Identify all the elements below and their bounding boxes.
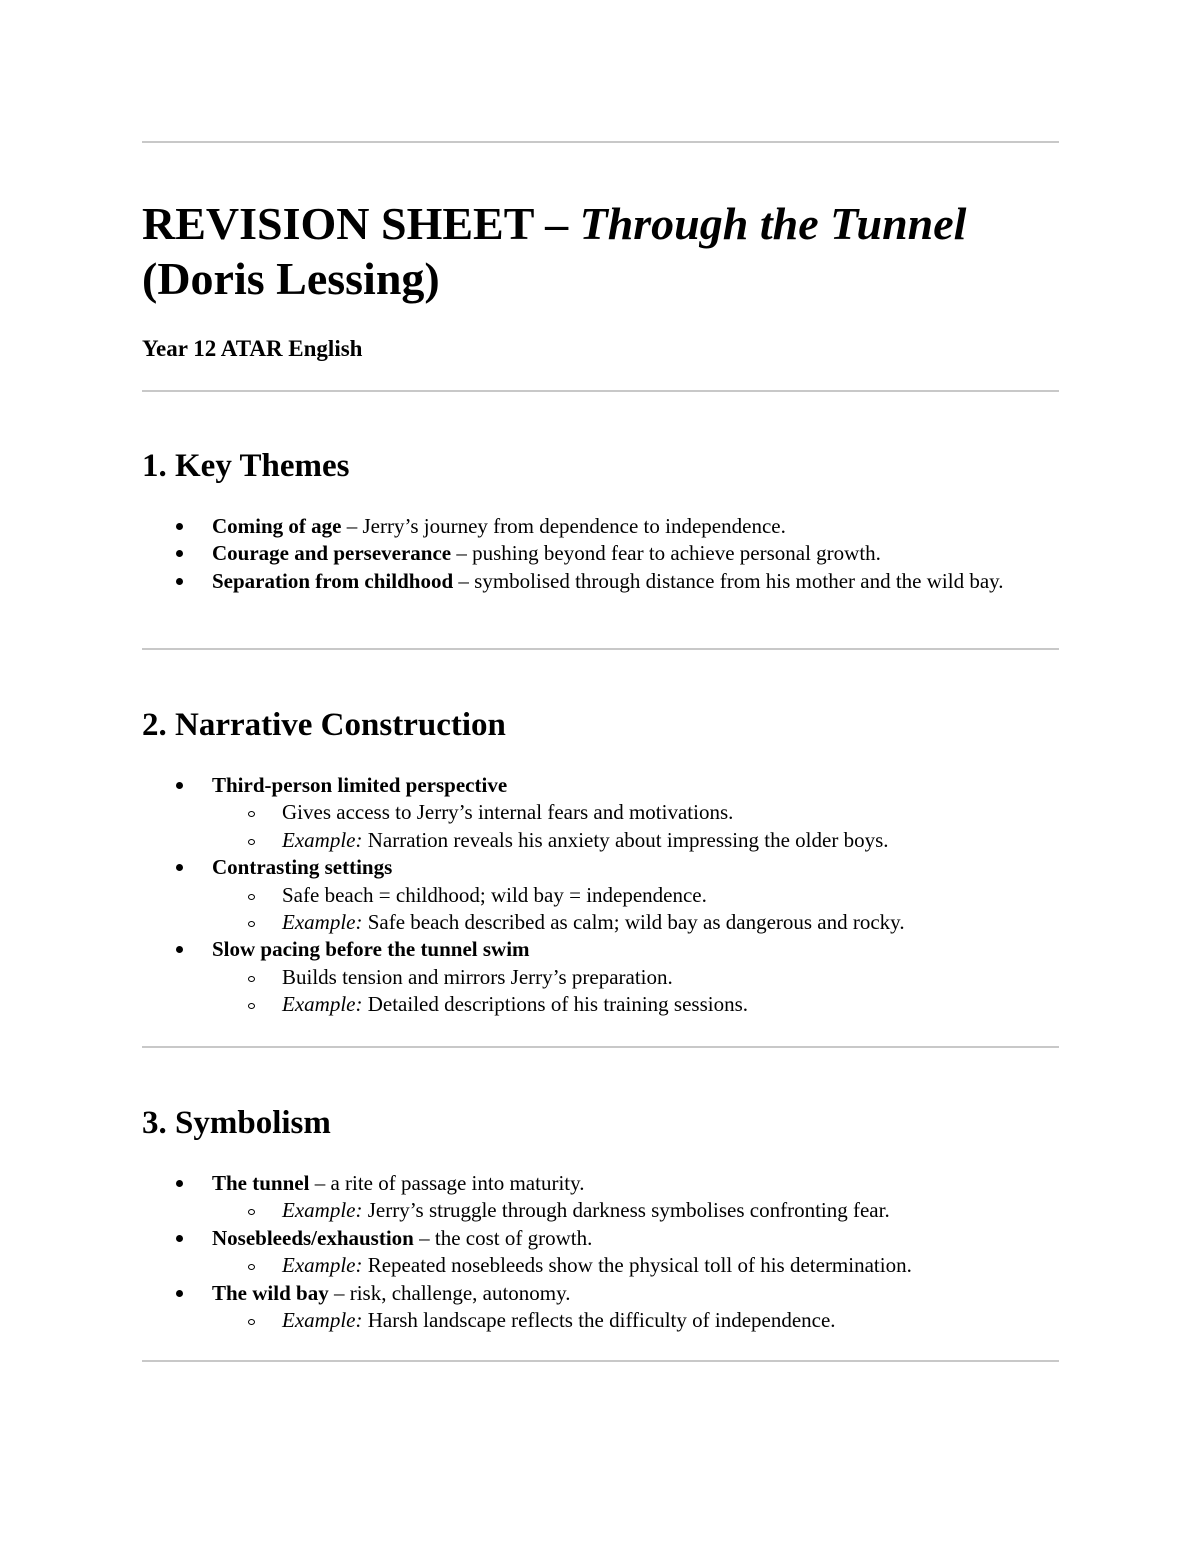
bullet-icon (176, 550, 183, 557)
example-text: Safe beach described as calm; wild bay as dangerous and rocky. (362, 910, 905, 935)
list-item (142, 772, 1059, 854)
list-item (142, 1225, 1059, 1280)
circle-bullet-icon (248, 1319, 255, 1325)
item-point: Safe beach = childhood; wild bay = independence. (282, 882, 707, 907)
item-term: Coming of age (212, 514, 342, 538)
subtitle: Year 12 ATAR English (142, 336, 363, 361)
sub-list-item (212, 1307, 1059, 1334)
bullet-icon (176, 578, 183, 585)
bullet-icon (176, 1290, 183, 1297)
title-author: (Doris Lessing) (142, 253, 440, 304)
item-text: – Jerry’s journey from dependence to independence. (341, 514, 786, 538)
list-item (142, 513, 1059, 540)
horizontal-rule (142, 648, 1059, 650)
sub-list (212, 964, 1059, 1019)
sub-list (212, 1252, 1059, 1279)
narrative-construction-list (142, 772, 1059, 1019)
sub-list-item (212, 827, 1059, 854)
item-point: Gives access to Jerry’s internal fears and motivations. (282, 800, 734, 825)
example-text: Narration reveals his anxiety about impressing the older boys. (362, 827, 889, 852)
circle-bullet-icon (248, 976, 255, 982)
sub-list-item (212, 964, 1059, 991)
sub-list (212, 1307, 1059, 1334)
circle-bullet-icon (248, 839, 255, 845)
title-italic: Through the Tunnel (579, 198, 967, 249)
example-label: Example: (282, 1253, 363, 1278)
sub-list-item (212, 799, 1059, 826)
bullet-icon (176, 1235, 183, 1242)
sub-list (212, 1197, 1059, 1224)
sub-list-item (212, 909, 1059, 936)
sub-list-item (212, 1252, 1059, 1279)
bullet-icon (176, 864, 183, 871)
bullet-icon (176, 946, 183, 953)
item-text: – the cost of growth. (413, 1225, 593, 1250)
circle-bullet-icon (248, 811, 255, 817)
example-label: Example: (282, 1198, 363, 1223)
example-text: Detailed descriptions of his training sessions. (362, 992, 748, 1017)
circle-bullet-icon (248, 921, 255, 927)
item-point: Builds tension and mirrors Jerry’s preparation. (282, 964, 673, 989)
example-text: Repeated nosebleeds show the physical toll of his determination. (362, 1253, 912, 1278)
bullet-icon (176, 1180, 183, 1187)
item-term: Contrasting settings (212, 855, 393, 880)
example-text: Harsh landscape reflects the difficulty of independence. (362, 1308, 836, 1333)
item-term: Third-person limited perspective (212, 773, 508, 797)
bullet-icon (176, 782, 183, 789)
item-term: Courage and perseverance (212, 541, 452, 566)
horizontal-rule (142, 1046, 1059, 1048)
sub-list-item (212, 882, 1059, 909)
circle-bullet-icon (248, 1003, 255, 1009)
example-label: Example: (282, 910, 363, 935)
circle-bullet-icon (248, 1209, 255, 1215)
item-text: – risk, challenge, autonomy. (328, 1280, 571, 1305)
horizontal-rule (142, 390, 1059, 392)
sub-list (212, 799, 1059, 854)
list-item (142, 568, 1059, 595)
symbolism-list (142, 1170, 1059, 1334)
example-label: Example: (282, 1308, 363, 1333)
example-label: Example: (282, 992, 363, 1017)
item-term: The wild bay (212, 1280, 329, 1305)
item-text: – pushing beyond fear to achieve personal growth. (451, 541, 881, 566)
item-text: – symbolised through distance from his mother and the wild bay. (453, 568, 1004, 593)
page-title (142, 196, 1059, 306)
horizontal-rule (142, 1360, 1059, 1362)
list-item (142, 936, 1059, 1018)
item-term: Slow pacing before the tunnel swim (212, 937, 530, 962)
circle-bullet-icon (248, 1264, 255, 1270)
circle-bullet-icon (248, 894, 255, 900)
list-item (142, 1170, 1059, 1225)
key-themes-list (142, 513, 1059, 595)
title-main: REVISION SHEET – (142, 198, 580, 249)
item-text: – a rite of passage into maturity. (309, 1171, 585, 1195)
bullet-icon (176, 523, 183, 530)
sub-list-item (212, 991, 1059, 1018)
section-heading-symbolism: 3. Symbolism (142, 1105, 331, 1141)
item-term: The tunnel (212, 1171, 310, 1195)
list-item (142, 540, 1059, 567)
example-label: Example: (282, 827, 363, 852)
example-text: Jerry’s struggle through darkness symbolises confronting fear. (362, 1198, 890, 1223)
item-term: Nosebleeds/exhaustion (212, 1225, 414, 1250)
sub-list-item (212, 1197, 1059, 1224)
list-item (142, 1280, 1059, 1335)
horizontal-rule (142, 141, 1059, 143)
list-item (142, 854, 1059, 936)
section-heading-key-themes: 1. Key Themes (142, 448, 350, 484)
section-heading-narrative-construction: 2. Narrative Construction (142, 707, 506, 743)
sub-list (212, 882, 1059, 937)
item-term: Separation from childhood (212, 568, 454, 593)
